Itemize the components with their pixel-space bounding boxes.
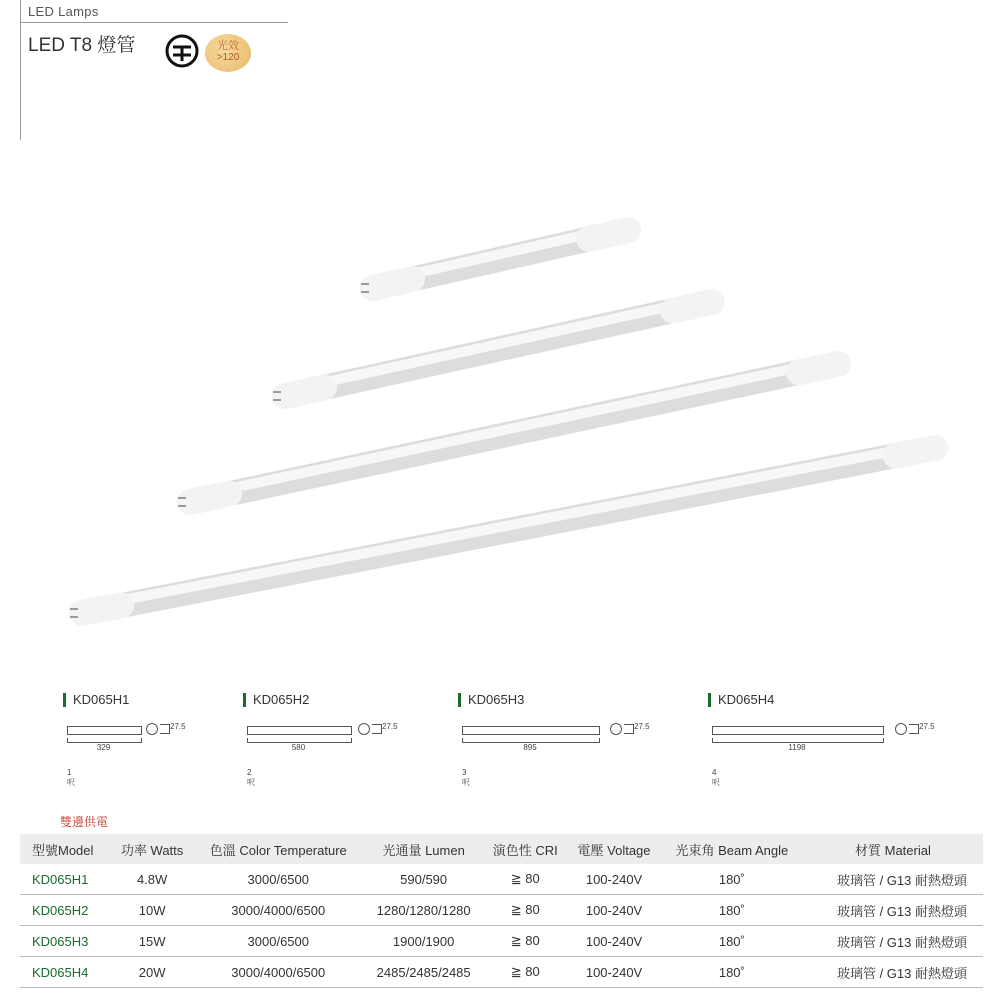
table-header-row: [20, 834, 983, 864]
table-row: [20, 957, 983, 988]
col-header-model: 型號Model: [20, 834, 112, 864]
led-tube-4: [70, 443, 935, 617]
cell-beam-angle: 180˚: [661, 957, 803, 988]
cell-material: 玻璃管 / G13 耐熱燈頭: [803, 864, 983, 895]
tube-end-icon: [160, 724, 170, 734]
spec-table: [20, 834, 983, 988]
cell-color-temperature: 3000/4000/6500: [192, 895, 364, 926]
cell-watts: 20W: [112, 957, 193, 988]
cell-cri: ≧ 80: [483, 895, 567, 926]
tube-outline: [67, 726, 142, 735]
cell-voltage: 100-240V: [567, 895, 661, 926]
header-vertical-rule: [20, 0, 21, 140]
tube-outline: [247, 726, 352, 735]
diagram-model-name: KD065H4: [708, 693, 774, 707]
led-tube-2: [273, 297, 712, 400]
col-header-beam-angle: 光束角 Beam Angle: [661, 834, 803, 864]
size-label: 4 呎: [712, 768, 720, 787]
cell-beam-angle: 180˚: [661, 895, 803, 926]
tube-end-icon: [624, 724, 634, 734]
diameter-label: 27.5: [170, 722, 186, 731]
diagram-model-name: KD065H3: [458, 693, 524, 707]
efficacy-badge-label: 光效: [217, 40, 239, 52]
diameter-label: 27.5: [919, 722, 935, 731]
cell-model: KD065H1: [20, 864, 112, 895]
cell-voltage: 100-240V: [567, 957, 661, 988]
page-title: LED T8 燈管: [28, 35, 136, 56]
cell-color-temperature: 3000/6500: [192, 864, 364, 895]
header-horizontal-rule: [20, 22, 288, 23]
cell-lumen: 1900/1900: [364, 926, 483, 957]
cell-beam-angle: 180˚: [661, 864, 803, 895]
cell-material: 玻璃管 / G13 耐熱燈頭: [803, 895, 983, 926]
cell-voltage: 100-240V: [567, 864, 661, 895]
cell-color-temperature: 3000/4000/6500: [192, 957, 364, 988]
efficacy-badge: [205, 34, 251, 72]
cell-model: KD065H2: [20, 895, 112, 926]
tube-cross-section-icon: [146, 723, 158, 735]
cell-watts: 15W: [112, 926, 193, 957]
cell-model: KD065H3: [20, 926, 112, 957]
col-header-cri: 演色性 CRI: [483, 834, 567, 864]
length-label: 580: [291, 743, 306, 752]
tube-end-icon: [372, 724, 382, 734]
diagram-model-name: KD065H1: [63, 693, 129, 707]
tube-cross-section-icon: [358, 723, 370, 735]
size-label: 2 呎: [247, 768, 255, 787]
cell-material: 玻璃管 / G13 耐熱燈頭: [803, 926, 983, 957]
efficacy-badge-value: >120: [216, 52, 240, 63]
cell-watts: 10W: [112, 895, 193, 926]
tube-outline: [462, 726, 600, 735]
cell-material: 玻璃管 / G13 耐熱燈頭: [803, 957, 983, 988]
cell-beam-angle: 180˚: [661, 926, 803, 957]
length-label: 329: [96, 743, 111, 752]
tube-cross-section-icon: [610, 723, 622, 735]
cell-color-temperature: 3000/6500: [192, 926, 364, 957]
length-label: 895: [523, 743, 537, 752]
table-row: [20, 864, 983, 895]
cell-lumen: 2485/2485/2485: [364, 957, 483, 988]
tube-end-icon: [909, 724, 919, 734]
cell-lumen: 1280/1280/1280: [364, 895, 483, 926]
diameter-label: 27.5: [382, 722, 398, 731]
cell-voltage: 100-240V: [567, 926, 661, 957]
cell-model: KD065H4: [20, 957, 112, 988]
product-image: [0, 200, 1000, 640]
col-header-lumen: 光通量 Lumen: [364, 834, 483, 864]
cell-lumen: 590/590: [364, 864, 483, 895]
table-row: [20, 895, 983, 926]
tube-cross-section-icon: [895, 723, 907, 735]
power-supply-note: 雙邊供電: [60, 815, 109, 829]
size-label: 3 呎: [462, 768, 470, 787]
length-label: 1198: [788, 743, 806, 752]
size-label: 1 呎: [67, 768, 75, 787]
table-row: [20, 926, 983, 957]
tube-outline: [712, 726, 884, 735]
col-header-material: 材質 Material: [803, 834, 983, 864]
led-tube-1: [361, 225, 628, 292]
certification-mark-icon: [164, 33, 200, 69]
category-label: LED Lamps: [28, 4, 99, 19]
diagram-model-name: KD065H2: [243, 693, 309, 707]
cell-watts: 4.8W: [112, 864, 193, 895]
col-header-watts: 功率 Watts: [112, 834, 193, 864]
col-header-voltage: 電壓 Voltage: [567, 834, 661, 864]
cell-cri: ≧ 80: [483, 864, 567, 895]
cell-cri: ≧ 80: [483, 957, 567, 988]
diameter-label: 27.5: [634, 722, 650, 731]
cell-cri: ≧ 80: [483, 926, 567, 957]
col-header-color-temperature: 色溫 Color Temperature: [192, 834, 364, 864]
